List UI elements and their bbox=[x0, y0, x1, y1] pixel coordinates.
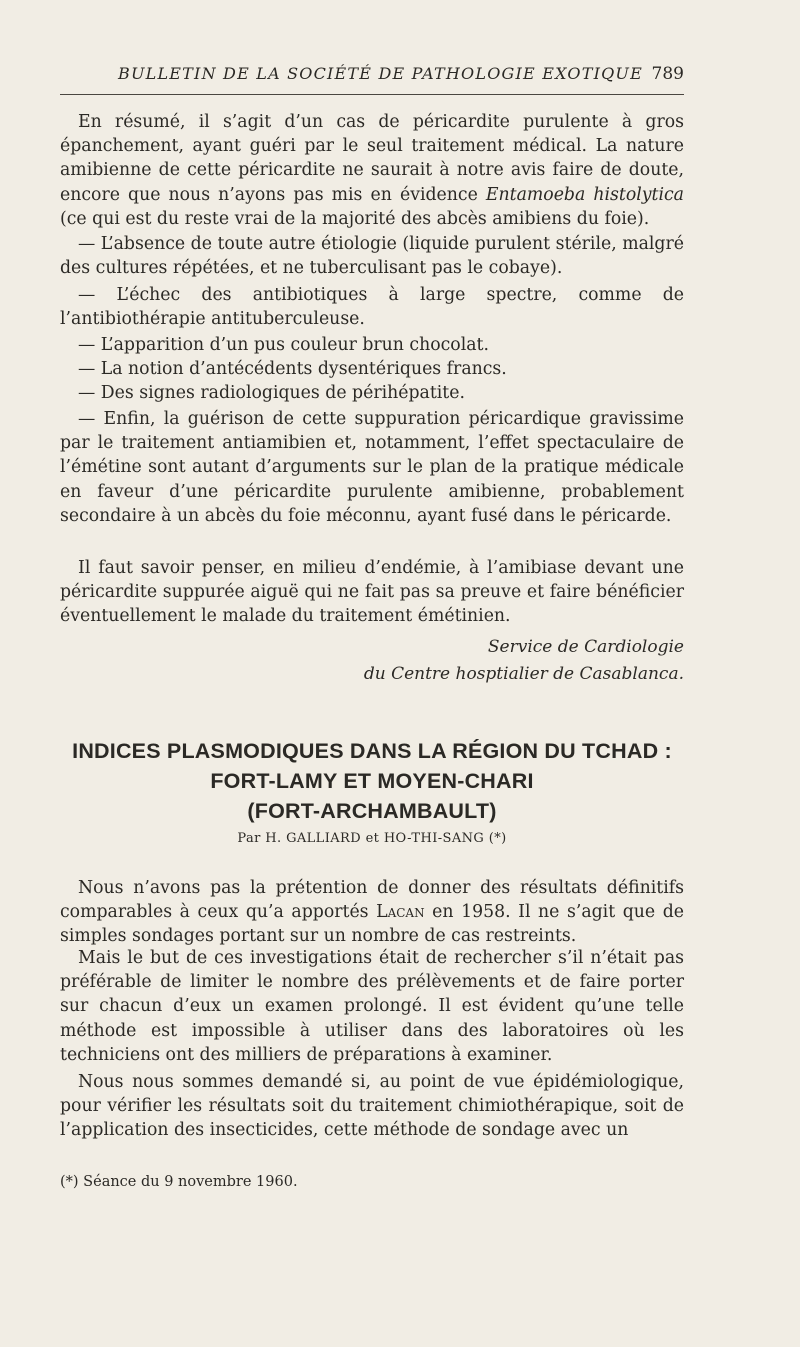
entamoeba-term: Entamoeba histolytica bbox=[485, 184, 684, 205]
closing-paragraph: Il faut savoir penser, en milieu d’endémie, à l’amibiase devant une péricardite suppurée aiguë qui ne fait pas sa preuve et faire bénéficier éventuellement le malade du traitement émétinien. bbox=[60, 558, 684, 627]
article-title-line-3: (FORT-ARCHAMBAULT) bbox=[247, 799, 497, 823]
argument-item-6: — Enfin, la guérison de cette suppuration péricardique gravissime par le traitement antiamibien et, notamment, l’effet spectaculaire de l’émétine sont autant d’arguments sur le plan de la pratique médicale en faveur d’une péricardite purulente amibienne, probablement secondaire à un abcès du foie méconnu, ayant fusé dans le péricarde. bbox=[60, 409, 684, 526]
argument-item-4: — La notion d’antécédents dysentériques francs. bbox=[78, 359, 507, 379]
header-rule bbox=[60, 94, 684, 95]
summary-paragraph-part-2: (ce qui est du reste vrai de la majorité des abcès amibiens du foie). bbox=[60, 208, 650, 229]
article-title bbox=[60, 736, 684, 826]
article-paragraph-3: Nous nous sommes demandé si, au point de vue épidémiologique, pour vérifier les résultats soit du traitement chimiothérapique, soit de l’application des insecticides, cette méthode de sondage avec un bbox=[60, 1072, 684, 1141]
article-paragraph-2: Mais le but de ces investigations était de rechercher s’il n’était pas préférable de limiter le nombre des prélèvements et de faire porter sur chacun d’eux un examen prolongé. Il est évident qu’une telle méthode est impossible à utiliser dans des laboratoires où les techniciens ont des milliers de préparations à examiner. bbox=[60, 948, 684, 1065]
summary-paragraph-part-1: En résumé, il s’agit d’un cas de péricardite purulente à gros épanchement, ayant guéri par le seul traitement médical. La nature amibienne de cette péricardite ne saurait à notre avis faire de doute, encore que nous n’ayons pas mis en évidence bbox=[60, 112, 684, 205]
article-title-line-1: INDICES PLASMODIQUES DANS LA RÉGION DU TCHAD : bbox=[72, 739, 672, 763]
argument-item-5: — Des signes radiologiques de périhépatite. bbox=[78, 383, 465, 403]
running-head bbox=[60, 64, 684, 88]
article-title-line-2: FORT-LAMY ET MOYEN-CHARI bbox=[210, 769, 534, 793]
summary-paragraph bbox=[60, 110, 684, 231]
article-paragraph-1-part-1: Nous n’avons pas la prétention de donner des résultats définitifs comparables à ceux qu’a apportés bbox=[60, 878, 684, 923]
author-name-lacan: Lacan bbox=[376, 902, 425, 923]
article-paragraph-1 bbox=[60, 876, 684, 949]
signature-line-2: du Centre hosptialier de Casablanca. bbox=[363, 664, 684, 684]
signature-line-1: Service de Cardiologie bbox=[487, 637, 684, 657]
article-authors: Par H. GALLIARD et HO-THI-SANG (*) bbox=[237, 831, 507, 846]
page-number: 789 bbox=[651, 64, 684, 84]
argument-item-2: — L’échec des antibiotiques à large spectre, comme de l’antibiothérapie antituberculeuse. bbox=[60, 285, 684, 330]
argument-item-3: — L’apparition d’un pus couleur brun chocolat. bbox=[78, 335, 489, 355]
footnote: (*) Séance du 9 novembre 1960. bbox=[60, 1174, 298, 1190]
article-paragraph-1-part-2: en 1958. Il ne s’agit que de simples sondages portant sur un nombre de cas restreints. bbox=[60, 902, 684, 947]
argument-item-1: — L’absence de toute autre étiologie (liquide purulent stérile, malgré des cultures répétées, et ne tuberculisant pas le cobaye). bbox=[60, 234, 684, 279]
running-title: BULLETIN DE LA SOCIÉTÉ DE PATHOLOGIE EXOTIQUE bbox=[118, 64, 643, 83]
